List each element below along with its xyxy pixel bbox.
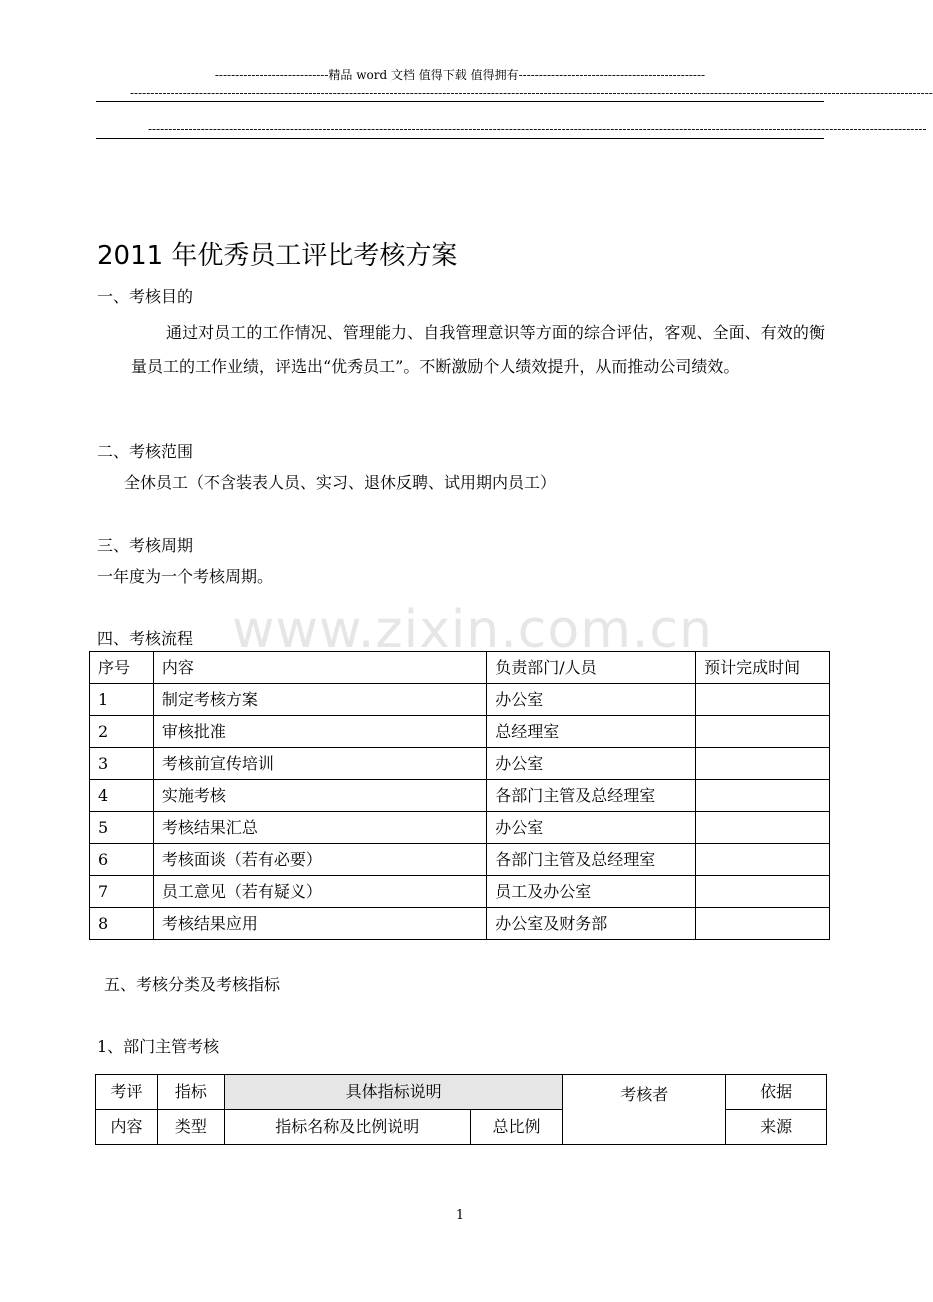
col-indicator-detail-group: 具体指标说明 xyxy=(224,1075,563,1110)
table-cell: 办公室及财务部 xyxy=(487,908,696,940)
table-cell: 考核前宣传培训 xyxy=(153,748,486,780)
section-2-heading: 二、考核范围 xyxy=(97,442,194,461)
table-row xyxy=(90,780,830,812)
table-cell: 考核结果应用 xyxy=(153,908,486,940)
table-cell: 6 xyxy=(90,844,154,876)
section-5-sub-1: 1、部门主管考核 xyxy=(97,1037,220,1056)
table-cell xyxy=(696,716,830,748)
table-cell: 各部门主管及总经理室 xyxy=(487,844,696,876)
table-row xyxy=(90,812,830,844)
table-cell: 5 xyxy=(90,812,154,844)
section-2-text: 全休员工（不含装表人员、实习、退休反聘、试用期内员工） xyxy=(124,473,557,492)
col-indicator-type: 指标 xyxy=(157,1075,224,1110)
table-row xyxy=(90,844,830,876)
table-cell: 7 xyxy=(90,876,154,908)
section-5-heading: 五、考核分类及考核指标 xyxy=(104,975,281,994)
table-cell: 2 xyxy=(90,716,154,748)
indicator-table xyxy=(95,1074,827,1145)
table-cell xyxy=(696,812,830,844)
indicator-header-row-1 xyxy=(96,1075,827,1110)
document-title: 2011 年优秀员工评比考核方案 xyxy=(97,241,458,271)
header-rule-top xyxy=(96,101,824,102)
section-1-paragraph: 通过对员工的工作情况、管理能力、自我管理意识等方面的综合评估，客观、全面、有效的衡量员工的工作业绩，评选出“优秀员工”。不断激励个人绩效提升，从而推动公司绩效。 xyxy=(131,323,825,376)
table-cell: 1 xyxy=(90,684,154,716)
header-dash-line-2: ------------------------------------------------------------------------------------------------------------------------------------------------------------------------------------------------ xyxy=(148,122,927,136)
table-cell: 办公室 xyxy=(487,684,696,716)
section-3-heading: 三、考核周期 xyxy=(97,536,194,555)
section-3-text: 一年度为一个考核周期。 xyxy=(97,567,274,586)
col-eval-content-2: 内容 xyxy=(96,1110,158,1145)
table-row xyxy=(90,684,830,716)
col-basis-source-2: 来源 xyxy=(726,1110,827,1145)
table-cell: 总经理室 xyxy=(487,716,696,748)
header-banner: ----------------------------精品 word 文档 值得下载 值得拥有---------------------------------------------- xyxy=(214,68,706,82)
table-row xyxy=(90,716,830,748)
process-header-cell: 内容 xyxy=(153,652,486,684)
process-header-cell: 序号 xyxy=(90,652,154,684)
table-cell: 审核批准 xyxy=(153,716,486,748)
page-number: 1 xyxy=(455,1208,465,1223)
col-total-ratio: 总比例 xyxy=(470,1110,563,1145)
table-cell xyxy=(696,684,830,716)
table-cell: 3 xyxy=(90,748,154,780)
table-cell: 办公室 xyxy=(487,812,696,844)
table-row xyxy=(90,748,830,780)
table-cell: 考核结果汇总 xyxy=(153,812,486,844)
table-row xyxy=(90,876,830,908)
table-cell: 员工意见（若有疑义） xyxy=(153,876,486,908)
table-cell xyxy=(696,780,830,812)
table-cell: 制定考核方案 xyxy=(153,684,486,716)
table-cell: 员工及办公室 xyxy=(487,876,696,908)
table-cell xyxy=(696,844,830,876)
table-cell: 各部门主管及总经理室 xyxy=(487,780,696,812)
table-cell: 实施考核 xyxy=(153,780,486,812)
table-cell xyxy=(696,908,830,940)
watermark: www.zixin.com.cn xyxy=(232,600,713,660)
col-assessor: 考核者 xyxy=(563,1075,726,1145)
table-cell xyxy=(696,748,830,780)
table-cell: 考核面谈（若有必要） xyxy=(153,844,486,876)
section-1-heading: 一、考核目的 xyxy=(97,287,194,306)
process-table-header-row xyxy=(90,652,830,684)
table-cell: 4 xyxy=(90,780,154,812)
header-rule-bottom xyxy=(96,138,824,139)
col-indicator-type-2: 类型 xyxy=(157,1110,224,1145)
section-4-heading: 四、考核流程 xyxy=(97,629,194,648)
table-cell xyxy=(696,876,830,908)
table-row xyxy=(90,908,830,940)
col-indicator-name: 指标名称及比例说明 xyxy=(224,1110,470,1145)
process-table xyxy=(89,651,830,940)
table-cell: 8 xyxy=(90,908,154,940)
col-eval-content: 考评 xyxy=(96,1075,158,1110)
table-cell: 办公室 xyxy=(487,748,696,780)
process-header-cell: 负责部门/人员 xyxy=(487,652,696,684)
col-basis-source: 依据 xyxy=(726,1075,827,1110)
header-dash-line: ------------------------------------------------------------------------------------------------------------------------------------------------------------------------------------------------------ xyxy=(130,86,933,100)
process-header-cell: 预计完成时间 xyxy=(696,652,830,684)
